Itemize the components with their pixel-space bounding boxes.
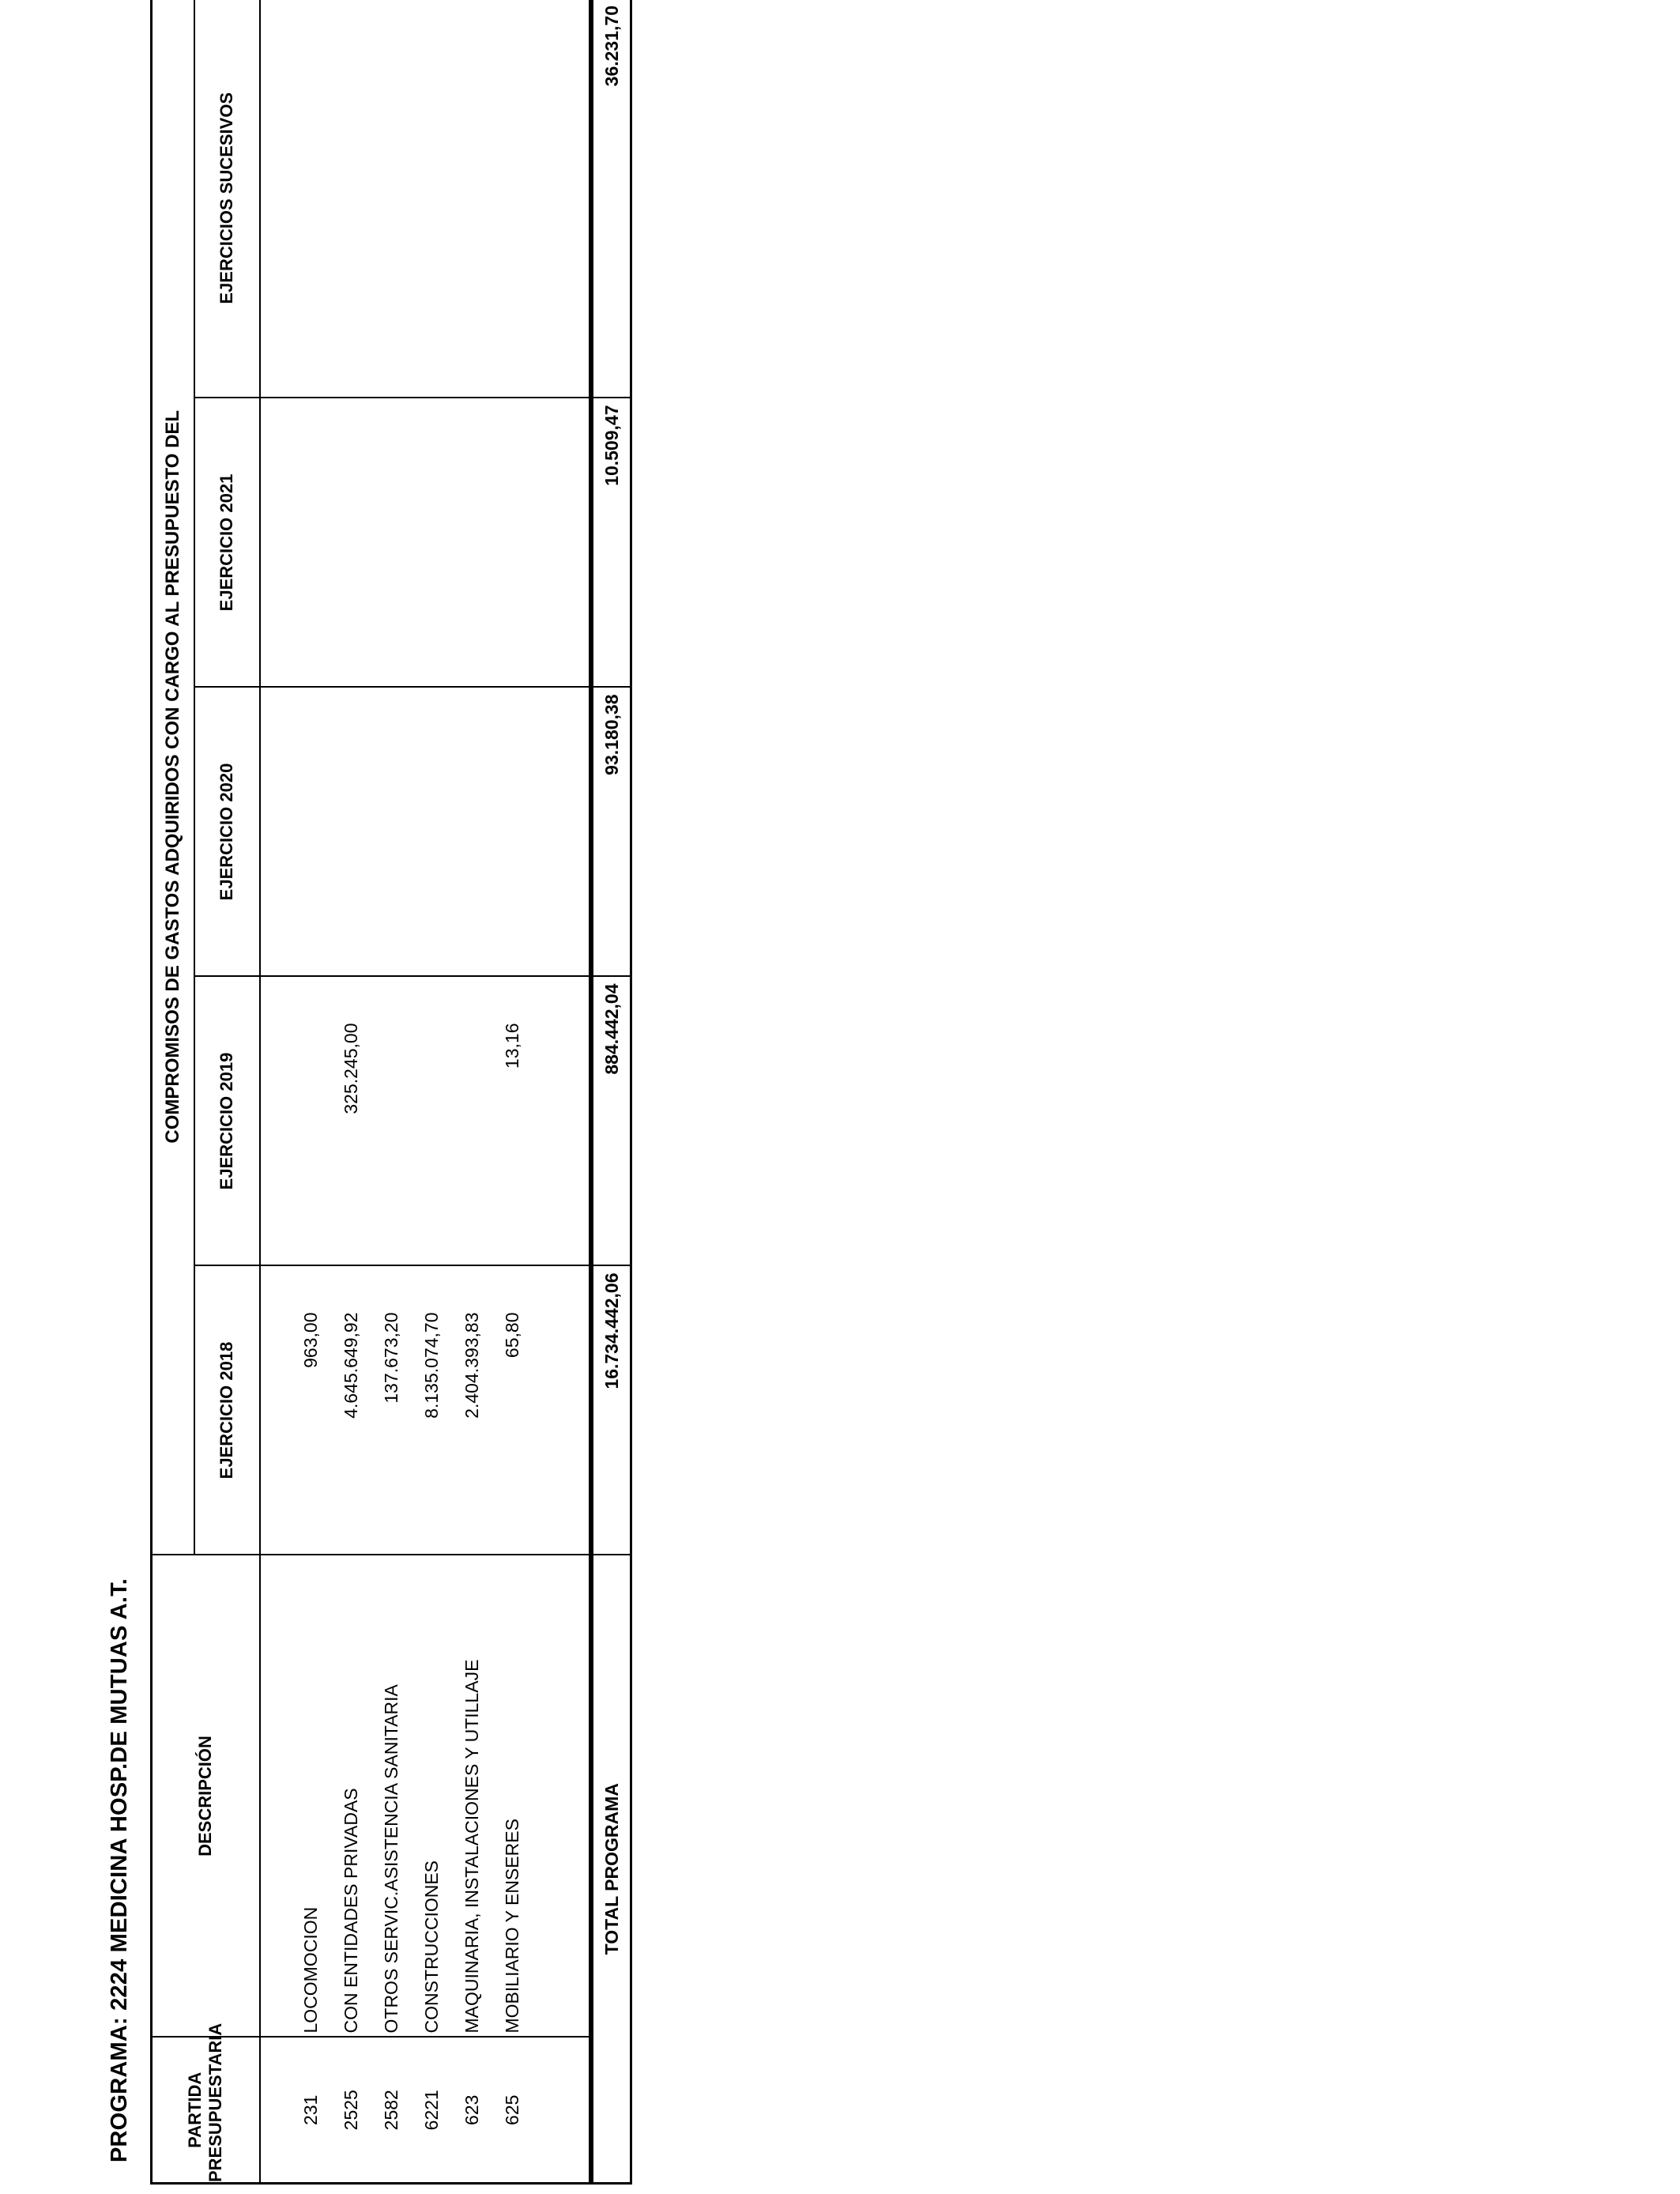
table-row-partida: 6221 <box>420 2090 442 2131</box>
table-cell-2018: 2.404.393,83 <box>461 1312 482 1419</box>
table-cell-2018: 8.135.074,70 <box>420 1312 442 1419</box>
table-row-partida: 623 <box>461 2094 482 2125</box>
table-body <box>260 0 590 2184</box>
table-row-partida: 231 <box>299 2094 321 2125</box>
ejercicio-2020-column <box>260 688 590 977</box>
ejercicios-sucesivos-column <box>260 0 590 398</box>
header-ejercicio-2020: EJERCICIO 2020 <box>194 688 260 977</box>
table-cell-2019 <box>291 978 331 1265</box>
header-descripcion: DESCRIPCIÓN <box>152 1555 260 2038</box>
total-2020: 93.180,38 <box>593 688 631 977</box>
table-cell-2019 <box>371 978 412 1265</box>
partida-column <box>260 2038 590 2184</box>
total-table <box>591 0 632 2185</box>
table-row-partida: 625 <box>501 2094 522 2125</box>
table-cell-2018: 65,80 <box>501 1312 522 1359</box>
table-cell-2018: 4.645.649,92 <box>340 1312 361 1419</box>
total-2018: 16.734.442,06 <box>593 1266 631 1555</box>
header-ejercicios-sucesivos: EJERCICIOS SUCESIVOS <box>194 0 260 398</box>
table-row-descripcion: MAQUINARIA, INSTALACIONES Y UTILLAJE <box>461 1659 482 2034</box>
table-row-descripcion: LOCOMOCION <box>299 1906 321 2034</box>
total-2021: 10.509,47 <box>593 398 631 688</box>
table-row-descripcion: CON ENTIDADES PRIVADAS <box>340 1788 361 2034</box>
commitments-table <box>150 0 591 2185</box>
ejercicio-2018-column <box>260 1266 590 1555</box>
table-cell-2019 <box>452 978 492 1265</box>
total-2019: 884.442,04 <box>593 977 631 1266</box>
table-cell-2019: 325.245,00 <box>340 1023 361 1114</box>
ejercicio-2019-column <box>260 977 590 1266</box>
total-sucesivos: 36.231,70 <box>593 0 631 398</box>
table-row-descripcion: OTROS SERVIC.ASISTENCIA SANITARIA <box>380 1684 401 2034</box>
table-row-partida: 2582 <box>380 2090 401 2131</box>
ejercicio-2021-column <box>260 398 590 688</box>
header-ejercicio-2019: EJERCICIO 2019 <box>194 977 260 1266</box>
total-label: TOTAL PROGRAMA <box>593 1555 631 2184</box>
table-cell-2019 <box>412 978 452 1265</box>
header-ejercicio-2021: EJERCICIO 2021 <box>194 398 260 688</box>
table-cell-2018: 963,00 <box>299 1312 321 1368</box>
header-ejercicio-2018: EJERCICIO 2018 <box>194 1266 260 1555</box>
table-cell-2018: 137.673,20 <box>380 1312 401 1404</box>
total-row <box>593 0 631 2184</box>
table-row-descripcion: MOBILIARIO Y ENSERES <box>501 1819 522 2034</box>
header-compromisos: COMPROMISOS DE GASTOS ADQUIRIDOS CON CARGO AL PRESUPUESTO DEL <box>152 0 194 1555</box>
table-row-partida: 2525 <box>340 2090 361 2131</box>
table-cell-2019: 13,16 <box>501 1023 522 1069</box>
descripcion-column <box>260 1555 590 2038</box>
header-partida: PARTIDA PRESUPUESTARIA <box>152 2038 260 2184</box>
page-title: PROGRAMA: 2224 MEDICINA HOSP.DE MUTUAS A.T. <box>107 1578 132 2162</box>
table-row-descripcion: CONSTRUCCIONES <box>420 1860 442 2034</box>
